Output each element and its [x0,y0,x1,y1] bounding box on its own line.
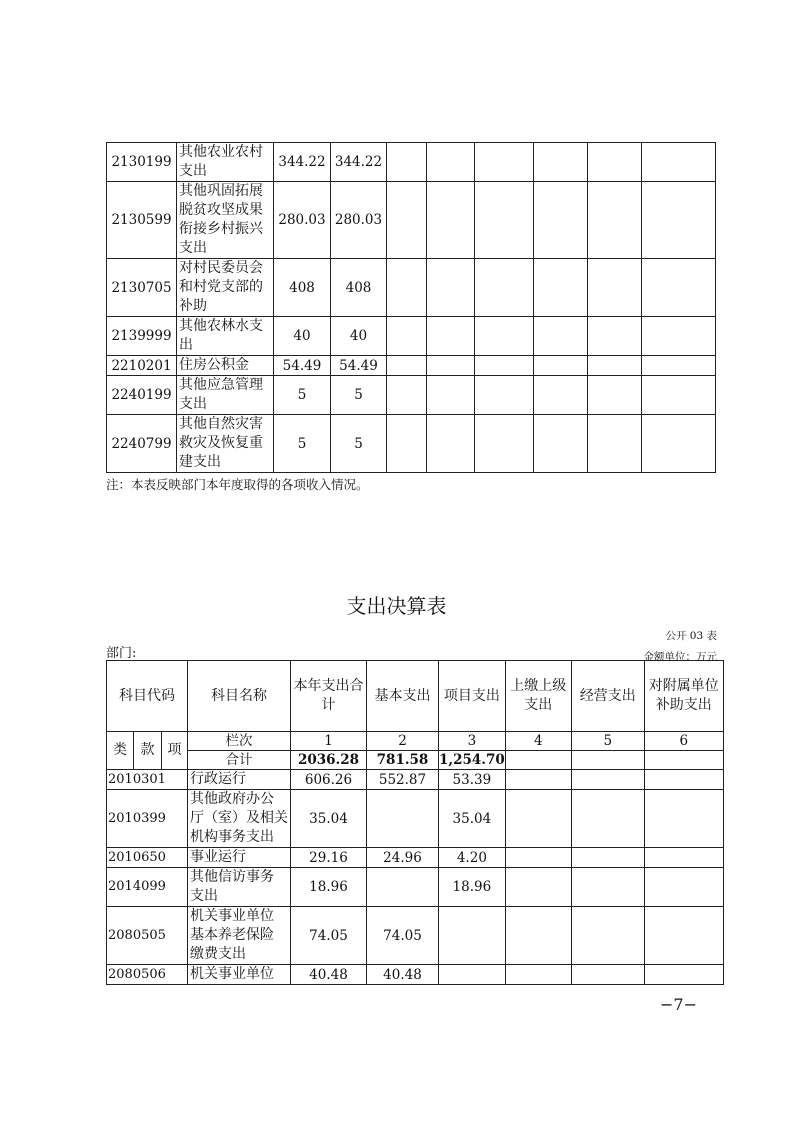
table-row [107,965,724,985]
empty-cell [427,356,475,376]
empty-cell [588,356,642,376]
amount-business [571,965,644,985]
column-num-1: 1 [291,732,367,751]
empty-cell [642,182,716,259]
empty-cell [387,182,427,259]
amount-project: 18.96 [439,868,506,907]
amount-project: 4.20 [439,848,506,868]
subject-code: 2130599 [107,182,177,259]
table-note: 注：本表反映部门本年度取得的各项收入情况。 [106,477,369,492]
table-row [107,415,716,473]
subject-name: 其他巩固拓展 脱贫攻坚成果 衔接乡村振兴 支出 [177,182,274,259]
column-num-4: 4 [505,732,571,751]
empty-cell [387,143,427,182]
amount-upper [505,770,571,790]
table-row [107,182,716,259]
subject-code: 2130705 [107,259,177,317]
amount-basic: 40.48 [367,965,439,985]
subject-name: 其他政府办公 厅（室）及相关 机构事务支出 [188,790,291,848]
header-code: 科目代码 [107,661,188,732]
subject-name: 其他农业农村 支出 [177,143,274,182]
amount-total: 29.16 [291,848,367,868]
total-subsidy [644,751,723,770]
amount-business [571,790,644,848]
subject-name: 其他自然灾害 救灾及恢复重 建支出 [177,415,274,473]
table-row [107,143,716,182]
empty-cell [387,376,427,415]
subject-code: 2130199 [107,143,177,182]
empty-cell [642,259,716,317]
amount-subsidy [644,868,723,907]
amount-upper [505,848,571,868]
subject-name: 其他信访事务 支出 [188,868,291,907]
amount-subsidy [644,770,723,790]
subject-code: 2080506 [107,965,188,985]
empty-cell [475,356,534,376]
amount-project [439,907,506,965]
empty-cell [534,143,588,182]
amount-total: 54.49 [274,356,331,376]
total-project: 1,254.70 [439,752,505,768]
empty-cell [588,376,642,415]
header-upper: 上缴上级 支出 [505,661,571,732]
amount-upper [505,907,571,965]
subject-name: 行政运行 [188,770,291,790]
subject-name: 事业运行 [188,848,291,868]
amount-fiscal: 40 [331,317,387,356]
amount-business [571,868,644,907]
column-num-2: 2 [367,732,439,751]
income-table-continued [106,142,716,473]
subject-code: 2010301 [107,770,188,790]
amount-project [439,965,506,985]
total-upper [505,751,571,770]
amount-upper [505,790,571,848]
header-project: 项目支出 [439,661,506,732]
expenditure-table [106,660,724,985]
column-label: 栏次 [188,732,291,751]
subject-code: 2010399 [107,790,188,848]
empty-cell [475,259,534,317]
total-basic: 781.58 [367,751,439,770]
header-subsidy: 对附属单位 补助支出 [644,661,723,732]
empty-cell [642,415,716,473]
empty-cell [475,376,534,415]
amount-business [571,848,644,868]
empty-cell [475,182,534,259]
empty-cell [642,356,716,376]
amount-subsidy [644,965,723,985]
amount-subsidy [644,790,723,848]
amount-total: 344.22 [274,143,331,182]
department-label: 部门: [106,646,137,661]
amount-business [571,907,644,965]
header-name: 科目名称 [188,661,291,732]
amount-upper [505,868,571,907]
amount-total: 606.26 [291,770,367,790]
amount-total: 5 [274,376,331,415]
amount-basic [367,868,439,907]
subject-code: 2010650 [107,848,188,868]
amount-total: 280.03 [274,182,331,259]
table-row [107,848,724,868]
table-row [107,770,724,790]
amount-fiscal: 408 [331,259,387,317]
empty-cell [534,317,588,356]
table-row [107,907,724,965]
unit-label: 金额单位：万元 [643,651,717,663]
amount-project: 53.39 [439,770,506,790]
amount-upper [505,965,571,985]
subject-code: 2240199 [107,376,177,415]
subject-name: 机关事业单位 [188,965,291,985]
amount-total: 5 [274,415,331,473]
empty-cell [534,356,588,376]
total-business [571,751,644,770]
empty-cell [475,317,534,356]
table-row [107,259,716,317]
header-lei: 类 [107,732,134,770]
section-title: 支出决算表 [346,594,447,618]
amount-project: 35.04 [439,790,506,848]
empty-cell [475,143,534,182]
subject-code: 2139999 [107,317,177,356]
amount-fiscal: 54.49 [331,356,387,376]
amount-total: 35.04 [291,790,367,848]
empty-cell [642,143,716,182]
empty-cell [534,376,588,415]
amount-subsidy [644,848,723,868]
subject-name: 住房公积金 [177,356,274,376]
empty-cell [588,317,642,356]
empty-cell [534,415,588,473]
amount-basic: 24.96 [367,848,439,868]
amount-total: 40.48 [291,965,367,985]
empty-cell [427,376,475,415]
empty-cell [588,182,642,259]
table-row [107,356,716,376]
empty-cell [427,415,475,473]
amount-subsidy [644,907,723,965]
amount-fiscal: 280.03 [331,182,387,259]
table-row [107,868,724,907]
subject-name: 其他应急管理 支出 [177,376,274,415]
amount-total: 40 [274,317,331,356]
total-sum: 2036.28 [291,751,367,770]
empty-cell [588,259,642,317]
subject-name: 机关事业单位 基本养老保险 缴费支出 [188,907,291,965]
header-total: 本年支出合 计 [291,661,367,732]
subject-name: 其他农林水支 出 [177,317,274,356]
empty-cell [427,182,475,259]
column-num-6: 6 [644,732,723,751]
subject-code: 2240799 [107,415,177,473]
table-row [107,317,716,356]
empty-cell [387,317,427,356]
header-xiang: 项 [162,732,188,770]
empty-cell [475,415,534,473]
empty-cell [534,259,588,317]
amount-basic: 552.87 [367,770,439,790]
subject-code: 2080505 [107,907,188,965]
empty-cell [642,317,716,356]
empty-cell [387,356,427,376]
table-row [107,790,724,848]
page-number: −7− [660,995,697,1014]
header-basic: 基本支出 [367,661,439,732]
empty-cell [427,317,475,356]
subject-code: 2210201 [107,356,177,376]
amount-total: 408 [274,259,331,317]
empty-cell [427,259,475,317]
amount-basic [367,790,439,848]
empty-cell [387,259,427,317]
amount-business [571,770,644,790]
subject-code: 2014099 [107,868,188,907]
header-business: 经营支出 [571,661,644,732]
header-kuan: 款 [134,732,162,770]
column-num-3: 3 [439,732,506,751]
amount-total: 74.05 [291,907,367,965]
total-label: 合计 [188,751,291,770]
amount-fiscal: 5 [331,415,387,473]
subject-name: 对村民委员会 和村党支部的 补助 [177,259,274,317]
form-number: 公开 03 表 [665,630,717,642]
table-row [107,376,716,415]
empty-cell [642,376,716,415]
amount-total: 18.96 [291,868,367,907]
empty-cell [588,143,642,182]
empty-cell [588,415,642,473]
amount-fiscal: 344.22 [331,143,387,182]
column-num-5: 5 [571,732,644,751]
amount-fiscal: 5 [331,376,387,415]
amount-basic: 74.05 [367,907,439,965]
empty-cell [427,143,475,182]
empty-cell [387,415,427,473]
empty-cell [534,182,588,259]
